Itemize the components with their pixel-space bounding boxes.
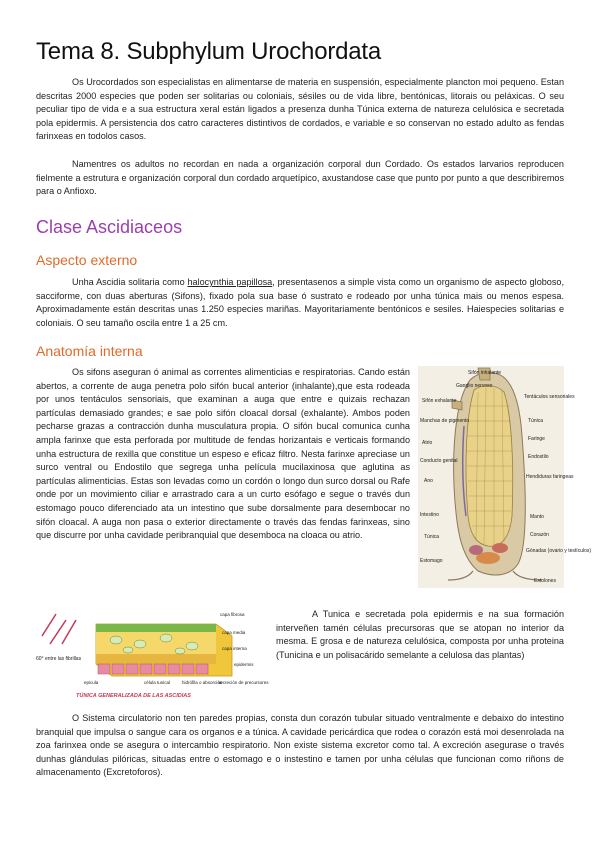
anatomia-paragraph-3: O Sistema circulatorio non ten paredes propias, consta dun corazón tubular situado ventralmente e debaixo do intestino branquial que impulsa o sangue cara os organos e a túnica. A cavidade pericárdica que rodea o corazón está moi desenrolada na zoa farinxea onde se asegura o intercambio respiratorio. Non existe sistema excretor como tal. A excreción asegurase o través dunhas glándulas pilóricas, situadas entre o estomago e o instestino e tamen por unha células que funcionan como riñons de almacenamento (Excretoforos). (36, 713, 564, 778)
label-ganglio: Ganglio nervoso (456, 383, 493, 389)
label-tunica-left: Túnica (424, 534, 440, 540)
capa-fibrosa-layer (96, 624, 216, 632)
subheading-aspecto-externo: Aspecto externo (36, 252, 138, 268)
species-link[interactable]: halocynthia papillosa (187, 277, 273, 287)
label-fibrillas: 60° entre las fibrillas (36, 656, 82, 662)
intro-paragraph-2: Namentres os adultos no recordan en nada a organización corporal dun Cordado. Os estados larvarios reproducen fielmente a estrutura e organización corporal dun cordado arquetípico, axustandose case que punto por punto a que describiremos para o Anfioxo. (36, 159, 564, 197)
capa-interna-layer (96, 654, 216, 664)
label-tentaculos: Tentáculos sensoriales (524, 394, 575, 400)
page-title: Tema 8. Subphylum Urochordata (36, 38, 382, 65)
tunica-caption: TÚNICA GENERALIZADA DE LAS ASCIDIAS (76, 693, 191, 699)
label-sifon-inhalante: Sifón inhalante (468, 370, 502, 376)
ascidia-anatomy-figure (418, 366, 592, 588)
label-epidermis: epidermis (234, 662, 254, 667)
label-faringe: Faringe (528, 436, 545, 442)
label-epicula: epicula (84, 680, 99, 685)
label-capa-media: capa media (222, 630, 246, 635)
label-celula-tunical: célula tunical (144, 680, 171, 685)
label-ano: Ano (424, 478, 433, 484)
section-heading-ascidiaceos: Clase Ascidiaceos (36, 217, 183, 237)
label-endostilo: Endostilo (528, 454, 549, 460)
aspecto-paragraph (36, 276, 564, 330)
label-conducto: Conducto genital (420, 458, 458, 464)
label-sifon-exhalante: Sifón exhalante (422, 398, 457, 404)
label-capa-fibrosa: capa fibrosa (220, 612, 245, 617)
label-manchas: Manchas de pigmento (420, 418, 470, 424)
label-atrio: Atrio (422, 440, 433, 446)
label-tunica-right: Túnica (528, 418, 544, 424)
label-hendiduras: Hendiduras faringeas (526, 474, 574, 480)
heart-shape (492, 543, 508, 553)
label-intestino: Intestino (420, 512, 439, 518)
aspecto-text-pre: Unha Ascidia solitaria como (72, 277, 188, 287)
label-gonadas: Gónadas (ovario y testículos) (526, 548, 592, 554)
tunica-figure (36, 604, 268, 700)
label-capa-interna: capa interna (222, 646, 247, 651)
anatomia-paragraph-2: A Tunica e secretada pola epidermis e na sua formación interveñen tamén células precursoras que se atopan no interior da mesma. E grosa e de natureza celulósica, composta por unha proteina (Tunicina e un polisacárido semelante a celulosa das plantas) (276, 609, 564, 660)
label-corazon: Corazón (530, 532, 549, 538)
stomach-shape (469, 545, 483, 555)
label-estomago: Estomago (420, 558, 443, 564)
label-estolones: Estolones (534, 578, 556, 584)
label-secrecion: secreción de precursores (218, 680, 269, 685)
label-hidrofila: hidrófila o absorción (182, 680, 223, 685)
label-manto: Manto (530, 514, 544, 520)
intro-paragraph-1: Os Urocordados son especialistas en alimentarse de materia en suspensión, especialmente plancton moi pequeno. Estan descritas 2000 especies que poden ser solitarias ou coloniais, sésiles ou de vida libre, bentónicas, litorais ou peláxicas. O seu peculiar tipo de vida e a sua estructura xeral están ligados a presenza dunha Túnica externa de natureza celulósica e secretada pola epidermis. A persistencia dos catro caracteres distintivos de cordados, e variable e so conservan no estado adulto as fendas farinxeas en todolos casos. (36, 77, 564, 142)
aspecto-text-post: , presentasenos a simple vista como un organismo de aspecto globoso, sacciforme, con duas aberturas (Sifons), fixado pola sua base ó sustrato e rodeado por unha túnica mais ou menos espesa. Aproximadamente están descritas unas 1.250 especies mariñas. Mayoritariamente bentónicos e sesiles. Haiespecies solitarias e coloniais. O seu tamaño oscila entre 1 a 25 cm. (36, 277, 564, 328)
anatomia-paragraph-1: Os sifons aseguran ó animal as correntes alimenticias e respiratorias. Cando están abertos, a corrente de auga penetra polo sifón bucal anterior (inhalante),que esta rodeada por unos tentáculos sensoriais, que examinan a auga que entre e quizais rechazan partículas demasiado grandes; e sae polo sifón cloacal dorsal (exhalante). Ambos poden pecharse grazas a contracción dunha musculatura propia. O sifón bucal comunica cunha ampla farinxe que esta perforada por multitude de fendas horizantais e verticais formando unha estructura de rexilla que constitue un espeso e eficaz filtro. Nesta farinxe apreciase un surco ventral ou Endostilo que segrega unha película mucilaxinosa que aglutina as partículas alimenticias. Estas son levadas como un cordón o longo dun surco dorsal ou Rafe onde por un movimiento ciliar e arrastrado cara a un curto esófago e segue o través dun estomago pouco diferenciado ata un intestino que sube dorsalmente para desembocar no sifón cloacal. A auga non pasa o exterior directamente o través das fendas farinxeas, sino que discurre por unha cavidade peribranquial que desemboca na cloaca ou atrio. (36, 367, 410, 541)
subheading-anatomia-interna: Anatomía interna (36, 343, 143, 359)
